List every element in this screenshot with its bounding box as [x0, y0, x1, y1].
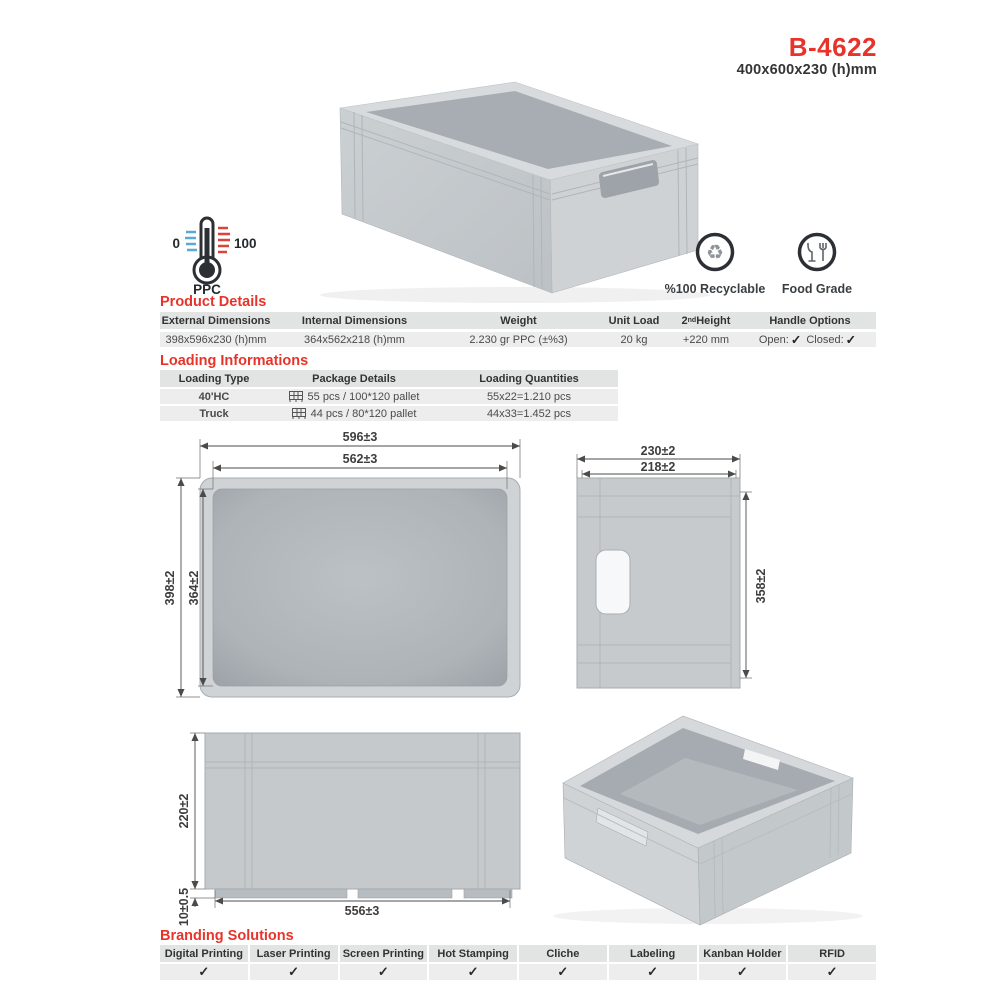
recyclable-label: %100 Recyclable — [664, 282, 766, 296]
material-label: PPC — [193, 282, 221, 297]
food-grade-icon — [782, 235, 852, 297]
dim-front-height: 220±2 — [177, 793, 191, 829]
loading-type-value: 40'HC — [160, 389, 268, 404]
branding-solutions-title: Branding Solutions — [160, 928, 294, 944]
product-size: 400x600x230 (h)mm — [736, 62, 877, 78]
branding-col: Screen Printing — [340, 945, 428, 962]
internal-dimensions-value: 364x562x218 (h)mm — [272, 332, 437, 347]
table-row — [160, 406, 618, 421]
check-icon: ✓ — [429, 964, 517, 980]
food-grade-label: Food Grade — [781, 282, 853, 296]
col-external-dimensions: External Dimensions — [160, 312, 272, 329]
thermometer-icon — [172, 218, 256, 297]
check-icon: ✓ — [790, 333, 802, 347]
col-loading-quantities: Loading Quantities — [440, 370, 618, 387]
pallet-icon — [289, 391, 303, 403]
branding-col: Laser Printing — [250, 945, 338, 962]
col-package-details: Package Details — [268, 370, 440, 387]
col-unit-load: Unit Load — [600, 312, 668, 329]
dim-top-inner-height: 364±2 — [187, 570, 201, 606]
pallet-icon — [292, 408, 306, 420]
branding-col: Labeling — [609, 945, 697, 962]
check-icon: ✓ — [699, 964, 787, 980]
unit-load-value: 20 kg — [600, 332, 668, 347]
loading-quantity-value: 55x22=1.210 pcs — [440, 389, 618, 404]
thermometer-min-label: 0 — [172, 236, 180, 251]
thermometer-max-label: 100 — [234, 236, 257, 251]
check-icon: ✓ — [519, 964, 607, 980]
col-handle-options: Handle Options — [744, 312, 876, 329]
col-second-height: 2 nd Height — [668, 312, 744, 329]
branding-col: RFID — [788, 945, 876, 962]
dim-side-inner-depth: 218±2 — [640, 460, 676, 474]
loading-informations-title: Loading Informations — [160, 353, 309, 369]
check-icon: ✓ — [609, 964, 697, 980]
branding-solutions-table — [160, 945, 876, 980]
external-dimensions-value: 398x596x230 (h)mm — [160, 332, 272, 347]
product-details-title: Product Details — [160, 294, 267, 310]
front-view-drawing — [177, 733, 520, 926]
dim-front-foot-height: 10±0.5 — [177, 887, 191, 927]
branding-col: Hot Stamping — [429, 945, 517, 962]
branding-col: Cliche — [519, 945, 607, 962]
top-view-drawing — [163, 430, 520, 697]
col-loading-type: Loading Type — [160, 370, 268, 387]
product-details-table — [160, 312, 876, 347]
branding-col: Digital Printing — [160, 945, 248, 962]
second-height-value: +220 mm — [668, 332, 744, 347]
dim-front-bottom-width: 556±3 — [344, 904, 380, 918]
dim-top-outer-width: 596±3 — [342, 430, 378, 444]
loading-type-value: Truck — [160, 406, 268, 421]
dim-top-outer-height: 398±2 — [163, 570, 177, 606]
isometric-drawing — [553, 716, 863, 925]
check-icon: ✓ — [845, 333, 857, 347]
col-weight: Weight — [437, 312, 600, 329]
check-icon: ✓ — [160, 964, 248, 980]
col-internal-dimensions: Internal Dimensions — [272, 312, 437, 329]
check-icon: ✓ — [788, 964, 876, 980]
header — [737, 34, 877, 78]
check-icon: ✓ — [250, 964, 338, 980]
package-details-value: 44 pcs / 80*120 pallet — [268, 406, 440, 421]
package-details-value: 55 pcs / 100*120 pallet — [268, 389, 440, 404]
loading-informations-table — [160, 370, 618, 421]
branding-col: Kanban Holder — [699, 945, 787, 962]
side-view-drawing — [577, 444, 768, 688]
check-icon: ✓ — [340, 964, 428, 980]
table-row — [160, 389, 618, 404]
handle-options-value: Open: ✓ Closed: ✓ — [744, 332, 876, 347]
loading-quantity-value: 44x33=1.452 pcs — [440, 406, 618, 421]
product-render-3d-image — [320, 82, 710, 303]
dim-top-inner-width: 562±3 — [342, 452, 378, 466]
dim-side-outer-depth: 230±2 — [640, 444, 676, 458]
recycle-glyph: ♻ — [706, 242, 724, 264]
weight-value: 2.230 gr PPC (±%3) — [437, 332, 600, 347]
product-code: B-4622 — [788, 32, 877, 62]
dim-side-height: 358±2 — [754, 568, 768, 604]
